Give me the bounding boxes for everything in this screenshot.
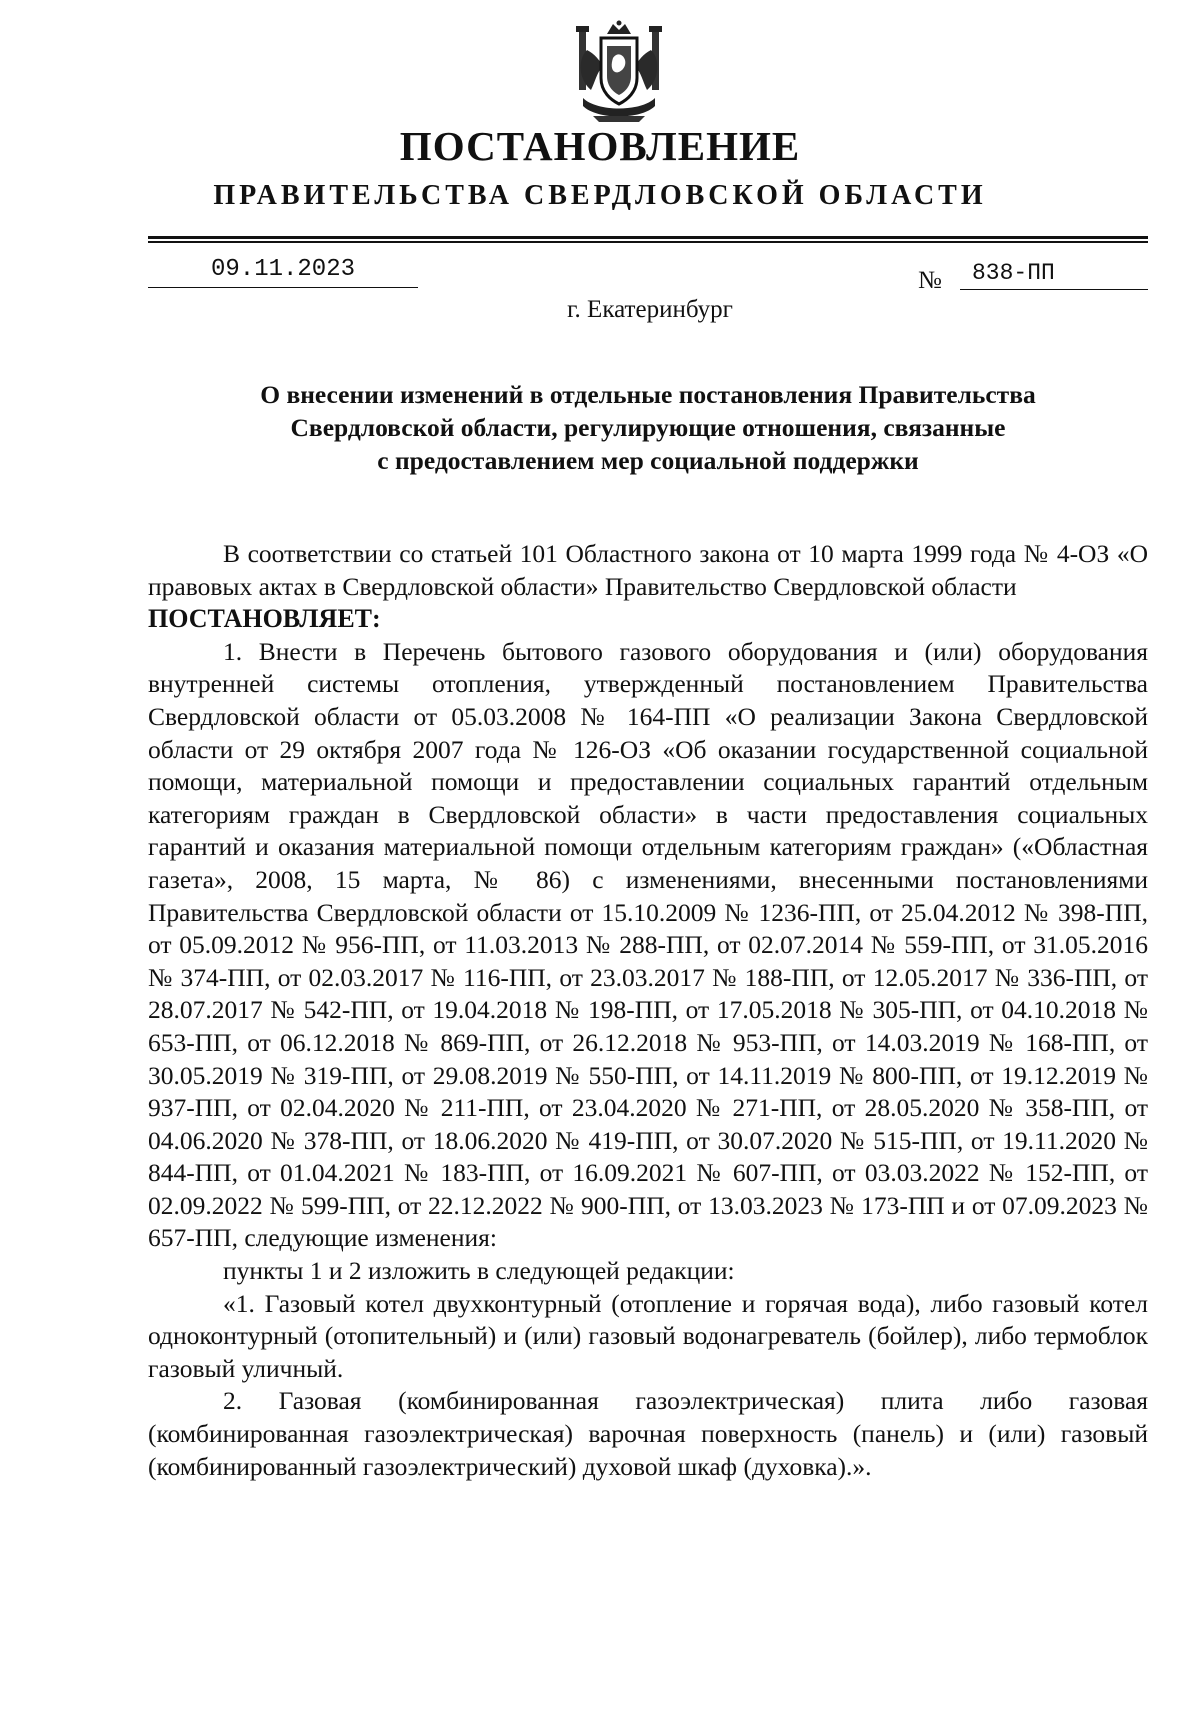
document-city: г. Екатеринбург bbox=[567, 296, 733, 323]
heading-line: О внесении изменений в отдельные постановления Правительства bbox=[260, 380, 1036, 409]
document-date: 09.11.2023 bbox=[148, 253, 418, 288]
document-heading bbox=[148, 378, 1148, 477]
document-title: ПОСТАНОВЛЕНИЕ bbox=[399, 123, 801, 169]
heading-line: Свердловской области, регулирующие отношения, связанные bbox=[290, 413, 1006, 442]
instruction-paragraph: пункты 1 и 2 изложить в следующей редакции: bbox=[223, 1256, 735, 1286]
number-sign: № bbox=[918, 267, 942, 294]
decree-word: ПОСТАНОВЛЯЕТ: bbox=[148, 604, 381, 634]
document-body bbox=[148, 538, 1148, 1483]
quoted-item-2: 2. Газовая (комбинированная газоэлектрическая) плита либо газовая (комбинированная газоэлектрическая) варочная поверхность (панель) и (или) газовый (комбинированный газоэлектрический) духовой шкаф (духовка).». bbox=[148, 1386, 1148, 1481]
quoted-item-1: «1. Газовый котел двухконтурный (отопление и горячая вода), либо газовый котел одноконтурный (отопительный) и (или) газовый водонагреватель (бойлер), либо термоблок газовый уличный. bbox=[148, 1288, 1148, 1383]
header-divider bbox=[148, 236, 1148, 243]
heading-line: с предоставлением мер социальной поддержки bbox=[377, 446, 919, 475]
document-subtitle: ПРАВИТЕЛЬСТВА СВЕРДЛОВСКОЙ ОБЛАСТИ bbox=[213, 180, 987, 211]
preamble-paragraph: В соответствии со статьей 101 Областного закона от 10 марта 1999 года № 4-ОЗ «О правовых актах в Свердловской области» Правительство Свердловской области bbox=[148, 539, 1148, 601]
coat-of-arms-icon bbox=[573, 20, 665, 124]
document-number-block bbox=[918, 260, 1148, 298]
document-number: 838-ПП bbox=[960, 256, 1148, 290]
item-1-paragraph: 1. Внести в Перечень бытового газового оборудования и (или) оборудования внутренней системы отопления, утвержденный постановлением Правительства Свердловской области от 05.03.2008 № 164-ПП «О реализации Закона Свердловской области от 29 октября 2007 года № 126-ОЗ «Об оказании государственной социальной помощи, материальной помощи и предоставлении социальных гарантий отдельным категориям граждан в Свердловской области» в части предоставления социальных гарантий и оказания материальной помощи отдельным категориям граждан» («Областная газета», 2008, 15 марта, № 86) с изменениями, внесенными постановлениями Правительства Свердловской области от 15.10.2009 № 1236-ПП, от 25.04.2012 № 398-ПП, от 05.09.2012 № 956-ПП, от 11.03.2013 № 288-ПП, от 02.07.2014 № 559-ПП, от 31.05.2016 № 374-ПП, от 02.03.2017 № 116-ПП, от 23.03.2017 № 188-ПП, от 12.05.2017 № 336-ПП, от 28.07.2017 № 542-ПП, от 19.04.2018 № 198-ПП, от 17.05.2018 № 305-ПП, от 04.10.2018 № 653-ПП, от 06.12.2018 № 869-ПП, от 26.12.2018 № 953-ПП, от 14.03.2019 № 168-ПП, от 30.05.2019 № 319-ПП, от 29.08.2019 № 550-ПП, от 14.11.2019 № 800-ПП, от 19.12.2019 № 937-ПП, от 02.04.2020 № 211-ПП, от 23.04.2020 № 271-ПП, от 28.05.2020 № 358-ПП, от 04.06.2020 № 378-ПП, от 18.06.2020 № 419-ПП, от 30.07.2020 № 515-ПП, от 19.11.2020 № 844-ПП, от 01.04.2021 № 183-ПП, от 16.09.2021 № 607-ПП, от 03.03.2022 № 152-ПП, от 02.09.2022 № 599-ПП, от 22.12.2022 № 900-ПП, от 13.03.2023 № 173-ПП и от 07.09.2023 № 657-ПП, следующие изменения: bbox=[148, 636, 1148, 1253]
